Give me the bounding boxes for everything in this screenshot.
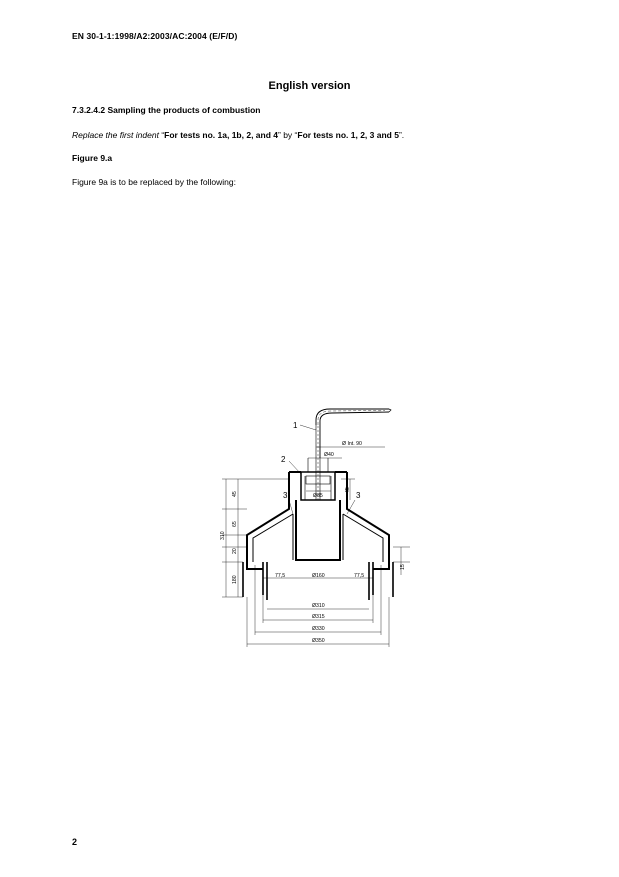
probe-tube — [316, 409, 391, 458]
document-reference: EN 30-1-1:1998/A2:2003/AC:2004 (E/F/D) — [72, 31, 238, 41]
amendment-mid: ” by “ — [278, 130, 298, 140]
dim-d350: Ø350 — [312, 638, 325, 644]
label-cap: 2 — [281, 455, 286, 464]
dim-h65: 65 — [232, 521, 238, 527]
label-right-mark: 3 — [356, 491, 361, 500]
dim-h45-left: 45 — [232, 491, 238, 497]
probe-stem — [316, 425, 320, 500]
dim-d330: Ø330 — [312, 626, 325, 632]
dim-d40: Ø40 — [324, 452, 334, 458]
dim-tube: Ø Int. 90 — [342, 441, 362, 447]
dim-h45-right: 45 — [345, 487, 351, 493]
amendment-intro: Replace the first indent — [72, 130, 159, 140]
dim-h20: 20 — [232, 548, 238, 554]
label-left-mark: 3 — [283, 491, 288, 500]
page-number: 2 — [72, 837, 78, 847]
label-probe: 1 — [293, 421, 298, 430]
amendment-end: ”. — [398, 130, 405, 140]
amendment-old-text: For tests no. 1a, 1b, 2, and 4 — [164, 130, 278, 140]
dim-d310: Ø310 — [312, 603, 325, 609]
hood-skirt — [243, 562, 393, 600]
version-title: English version — [268, 80, 351, 92]
figure-heading: Figure 9.a — [72, 153, 113, 163]
dim-h15: 15 — [400, 564, 406, 570]
amendment-new-text: For tests no. 1, 2, 3 and 5 — [297, 130, 399, 140]
dim-h310: 310 — [220, 531, 226, 540]
section-number: 7.3.2.4.2 — [72, 105, 106, 115]
dim-w77-right: 77,5 — [354, 573, 365, 579]
dim-d85: Ø85 — [313, 493, 323, 499]
amendment-quote-open: “ — [158, 130, 165, 140]
dim-w77-left: 77,5 — [275, 573, 286, 579]
figure-intro: Figure 9a is to be replaced by the following: — [72, 177, 236, 187]
dim-h180: 180 — [232, 575, 238, 584]
section-title: Sampling the products of combustion — [107, 105, 261, 115]
dim-d315: Ø315 — [312, 614, 325, 620]
dim-d160: Ø160 — [312, 573, 325, 579]
